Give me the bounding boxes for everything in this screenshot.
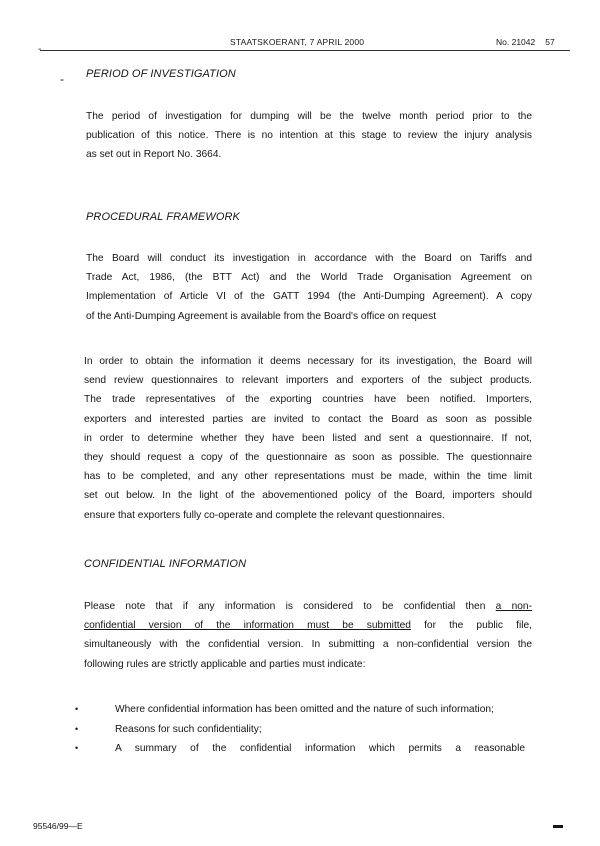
list-item: • Where confidential information has been omitted and the nature of such information; [75, 700, 525, 720]
confidential-line-3: simultaneously with the confidential version. In submitting a non-confidential version the [84, 639, 532, 651]
text-line: as set out in Report No. 3664. [86, 149, 222, 161]
text-line: has to be completed, and any other representations must be made, within the time limit [84, 471, 532, 483]
period-paragraph [86, 107, 532, 165]
procedural-paragraph-1 [86, 249, 532, 326]
text-line: send review questionnaires to relevant importers and exporters of the subject products. [84, 375, 532, 387]
bullet-icon: • [75, 704, 79, 714]
text-line: exporters and interested parties are invited to contact the Board as soon as possible [84, 413, 532, 425]
footer-code: 95546/99—E [33, 821, 83, 831]
header-rule [40, 50, 570, 51]
text-line: The trade representatives of the exporting countries have been notified. Importers, [84, 394, 532, 406]
text-line: ensure that exporters fully co-operate and complete the relevant questionnaires. [84, 509, 445, 521]
confidential-paragraph [84, 597, 532, 674]
confidential-line-2: confidential version of the information must be submitted for the public file, [84, 620, 533, 632]
text-line: Implementation of Article VI of the GATT 1994 (the Anti-Dumping Agreement). A copy [86, 291, 532, 303]
list-item: • Reasons for such confidentiality; [75, 720, 525, 740]
period-heading: PERIOD OF INVESTIGATION [86, 68, 236, 80]
text-line: The period of investigation for dumping will be the twelve month period prior to the [86, 111, 532, 122]
confidential-heading: CONFIDENTIAL INFORMATION [84, 558, 247, 570]
text-line: publication of this notice. There is no intention at this stage to review the injury analysis [86, 130, 532, 142]
underlined-text: confidential version of the information must be submitted [84, 620, 411, 632]
text-line: in order to determine whether they have been listed and sent a questionnaire. If not, [84, 432, 532, 444]
procedural-paragraph-2 [84, 352, 532, 525]
issue-info [496, 37, 555, 47]
text-line: In order to obtain the information it deems necessary for its investigation, the Board will [84, 356, 532, 367]
heading-bullet-icon: - [60, 72, 64, 86]
confidential-line-4: following rules are strictly applicable and parties must indicate: [84, 658, 366, 670]
margin-dash: - [38, 44, 42, 55]
confidential-rules-list [75, 700, 525, 759]
page-number: 57 [545, 37, 555, 47]
corner-mark: ▬ [553, 820, 563, 831]
list-item: • A summary of the confidential information which permits a reasonable [75, 739, 525, 759]
text-line: set out below. In the light of the abovementioned policy of the Board, importers should [84, 490, 532, 502]
procedural-heading: PROCEDURAL FRAMEWORK [86, 211, 240, 223]
text-line: Trade Act, 1986, (the BTT Act) and the World Trade Organisation Agreement on [86, 272, 532, 284]
bullet-icon: • [75, 743, 79, 753]
text-line: of the Anti-Dumping Agreement is available from the Board's office on request [86, 310, 437, 322]
gazette-title: STAATSKOERANT, 7 APRIL 2000 [230, 37, 365, 47]
issue-number: No. 21042 [496, 37, 536, 47]
confidential-line-1: Please note that if any information is considered to be confidential then a non- [84, 601, 532, 612]
text-line: The Board will conduct its investigation in accordance with the Board on Tariffs and [86, 253, 532, 264]
underlined-text: a non- [495, 601, 532, 612]
text-line: they should request a copy of the questionnaire as soon as possible. The questionnaire [84, 452, 532, 464]
bullet-icon: • [75, 723, 79, 734]
